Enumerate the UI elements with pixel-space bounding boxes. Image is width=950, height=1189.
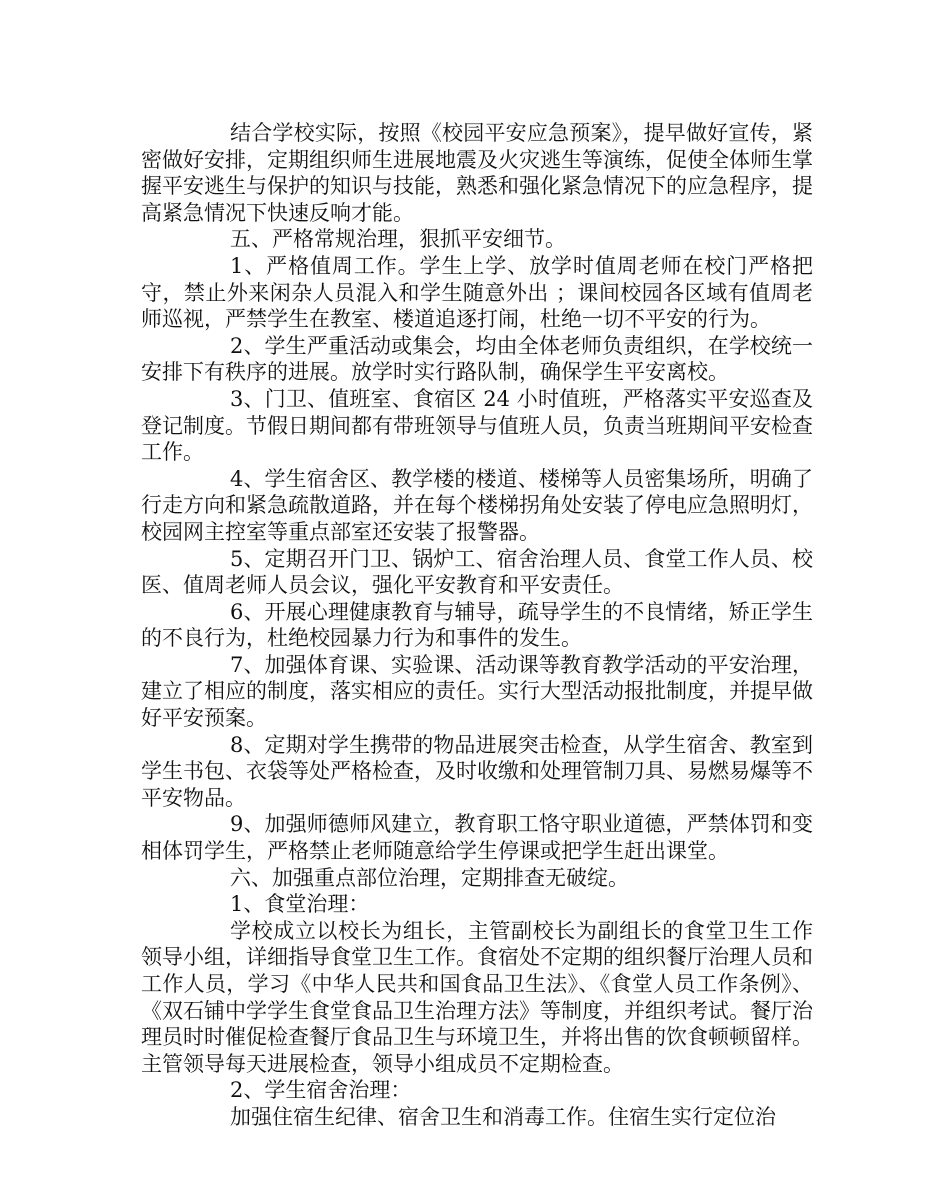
paragraph-item-5-staff-meetings: 5、定期召开门卫、锅炉工、宿舍治理人员、食堂工作人员、校医、值周老师人员会议，强化平安教育和平安责任。 bbox=[141, 546, 813, 598]
paragraph-item-3-guard-duty: 3、门卫、值班室、食宿区 24 小时值班，严格落实平安巡查及登记制度。节假日期间都有带班领导与值班人员，负责当班期间平安检查工作。 bbox=[141, 386, 813, 465]
paragraph-drill-practice: 结合学校实际，按照《校园平安应急预案》，提早做好宣传，紧密做好安排，定期组织师生进展地震及火灾逃生等演练，促使全体师生掌握平安逃生与保护的知识与技能，熟悉和强化紧急情况下的应急程序，提高紧急情况下快速反响才能。 bbox=[141, 121, 813, 225]
paragraph-canteen-management: 学校成立以校长为组长，主管副校长为副组长的食堂卫生工作领导小组，详细指导食堂卫生工作。食宿处不定期的组织餐厅治理人员和工作人员，学习《中华人民共和国食品卫生法》、《食堂人员工作条例》、《双石铺中学学生食堂食品卫生治理方法》等制度，并组织考试。餐厅治理员时时催促检查餐厅食品卫生与环境卫生，并将出售的饮食顿顿留样。主管领导每天进展检查，领导小组成员不定期检查。 bbox=[141, 918, 813, 1076]
heading-section-six: 六、加强重点部位治理，定期排查无破绽。 bbox=[230, 865, 629, 890]
subheading-canteen: 1、食堂治理： bbox=[230, 892, 370, 917]
paragraph-item-8-inspections: 8、定期对学生携带的物品进展突击检查，从学生宿舍、教室到学生书包、衣袋等处严格检查，及时收缴和处理管制刀具、易燃易爆等不平安物品。 bbox=[141, 732, 813, 810]
heading-section-five: 五、严格常规治理，狠抓平安细节。 bbox=[230, 227, 566, 252]
document-body bbox=[141, 120, 813, 1131]
paragraph-item-7-activities: 7、加强体育课、实验课、活动课等教育教学活动的平安治理，建立了相应的制度，落实相应的责任。实行大型活动报批制度，并提早做好平安预案。 bbox=[141, 652, 813, 731]
paragraph-dormitory-management: 加强住宿生纪律、宿舍卫生和消毒工作。住宿生实行定位治 bbox=[230, 1104, 776, 1129]
subheading-dormitory: 2、学生宿舍治理： bbox=[230, 1078, 412, 1103]
paragraph-item-2-assembly: 2、学生严重活动或集会，均由全体老师负责组织，在学校统一安排下有秩序的进展。放学时实行路队制，确保学生平安离校。 bbox=[141, 333, 813, 385]
paragraph-item-6-mental-health: 6、开展心理健康教育与辅导，疏导学生的不良情绪，矫正学生的不良行为，杜绝校园暴力行为和事件的发生。 bbox=[141, 599, 813, 651]
paragraph-item-4-evacuation: 4、学生宿舍区、教学楼的楼道、楼梯等人员密集场所，明确了行走方向和紧急疏散道路，并在每个楼梯拐角处安装了停电应急照明灯，校园网主控室等重点部室还安装了报警器。 bbox=[141, 466, 813, 544]
paragraph-item-9-teacher-ethics: 9、加强师德师风建立，教育职工恪守职业道德，严禁体罚和变相体罚学生，严格禁止老师随意给学生停课或把学生赶出课堂。 bbox=[141, 812, 813, 864]
paragraph-item-1-duty-week: 1、严格值周工作。学生上学、放学时值周老师在校门严格把守，禁止外来闲杂人员混入和学生随意外出 ；课间校园各区域有值周老师巡视，严禁学生在教室、楼道追逐打闹，杜绝一切不平安的行为。 bbox=[141, 253, 813, 332]
